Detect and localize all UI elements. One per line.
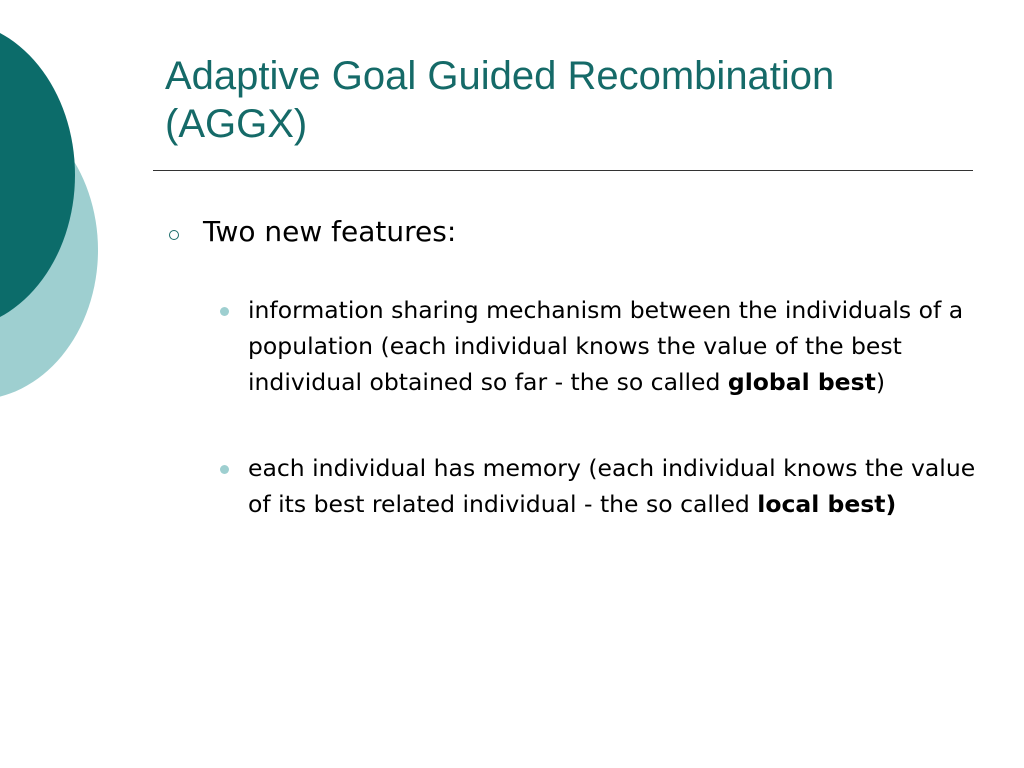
hollow-circle-icon — [169, 230, 179, 240]
slide-body — [165, 210, 985, 572]
sub-bullet-bold-text: local best) — [757, 490, 897, 518]
filled-dot-icon — [220, 307, 229, 316]
sub-bullet-list — [165, 292, 985, 522]
filled-dot-icon — [220, 465, 229, 474]
level1-bullet-item — [165, 210, 985, 254]
sub-bullet-item — [248, 292, 978, 400]
sub-bullet-text: information sharing mechanism between the individuals of a population (each individual knows the value of the best individual obtained so far - the so called — [248, 296, 964, 396]
sub-bullet-trailing-text: ) — [875, 368, 885, 396]
slide-title: Adaptive Goal Guided Recombination (AGGX) — [165, 54, 835, 146]
sub-bullet-bold-text: global best — [727, 368, 876, 396]
level1-bullet-text: Two new features: — [203, 215, 457, 248]
sub-bullet-item — [248, 450, 978, 522]
sub-bullet-text: each individual has memory (each individual knows the value of its best related individual - the so called — [248, 454, 976, 518]
title-divider — [153, 170, 973, 171]
